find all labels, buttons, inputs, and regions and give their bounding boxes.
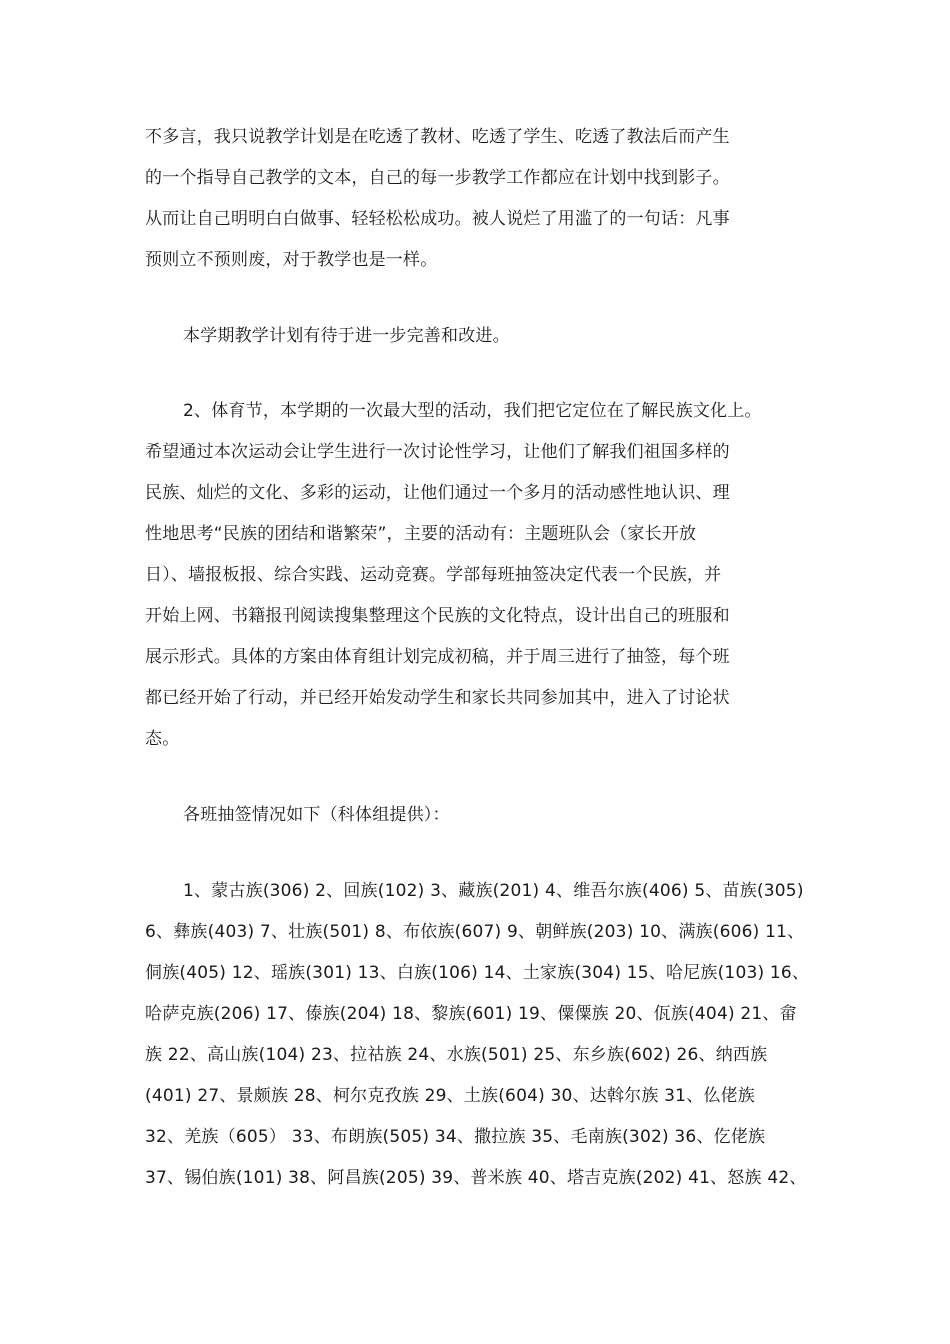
- paragraph3-line: 希望通过本次运动会让学生进行一次讨论性学习，让他们了解我们祖国多样的: [145, 442, 730, 462]
- paragraph3-line: 性地思考“民族的团结和谐繁荣”，主要的活动有：主题班队会（家长开放: [145, 524, 697, 544]
- paragraph3-line: 态。: [145, 729, 180, 749]
- paragraph1-line: 的一个指导自己教学的文本，自己的每一步教学工作都应在计划中找到影子。: [145, 168, 730, 188]
- paragraph5-line: 1、蒙古族(306) 2、回族(102) 3、藏族(201) 4、维吾尔族(406) 5、苗族(305): [183, 881, 804, 901]
- paragraph1-line: 从而让自己明明白白做事、轻轻松松成功。被人说烂了用滥了的一句话：凡事: [145, 209, 730, 229]
- paragraph5-line: 族 22、高山族(104) 23、拉祜族 24、水族(501) 25、东乡族(602) 26、纳西族: [145, 1045, 768, 1065]
- paragraph3-line: 日）、墙报板报、综合实践、运动竞赛。学部每班抽签决定代表一个民族，并: [145, 565, 722, 585]
- paragraph5-line: 哈萨克族(206) 17、傣族(204) 18、黎族(601) 19、僳僳族 20、佤族(404) 21、畲: [145, 1004, 797, 1024]
- paragraph1-line: 不多言，我只说教学计划是在吃透了教材、吃透了学生、吃透了教法后而产生: [145, 127, 730, 147]
- paragraph3-line: 都已经开始了行动，并已经开始发动学生和家长共同参加其中，进入了讨论状: [145, 688, 730, 708]
- paragraph5-line: 6、彝族(403) 7、壮族(501) 8、布依族(607) 9、朝鲜族(203) 10、满族(606) 11、: [145, 922, 805, 942]
- paragraph3-line: 2、体育节，本学期的一次最大型的活动，我们把它定位在了解民族文化上。: [183, 401, 762, 421]
- paragraph5-line: 32、羌族（605） 33、布朗族(505) 34、撒拉族 35、毛南族(302) 36、仡佬族: [145, 1127, 766, 1147]
- paragraph2-line: 本学期教学计划有待于进一步完善和改进。: [183, 326, 510, 346]
- paragraph3-line: 开始上网、书籍报刊阅读搜集整理这个民族的文化特点，设计出自己的班服和: [145, 606, 730, 626]
- paragraph3-line: 展示形式。具体的方案由体育组计划完成初稿，并于周三进行了抽签，每个班: [145, 647, 730, 667]
- paragraph3-line: 民族、灿烂的文化、多彩的运动，让他们通过一个多月的活动感性地认识、理: [145, 483, 730, 503]
- paragraph4-line: 各班抽签情况如下（科体组提供）：: [183, 805, 450, 825]
- paragraph5-line: 37、锡伯族(101) 38、阿昌族(205) 39、普米族 40、塔吉克族(202) 41、怒族 42、: [145, 1168, 807, 1188]
- paragraph5-line: (401) 27、景颇族 28、柯尔克孜族 29、土族(604) 30、达斡尔族 31、仫佬族: [145, 1086, 756, 1106]
- paragraph1-line: 预则立不预则废，对于教学也是一样。: [145, 250, 438, 270]
- paragraph5-line: 侗族(405) 12、瑶族(301) 13、白族(106) 14、土家族(304) 15、哈尼族(103) 16、: [145, 963, 810, 983]
